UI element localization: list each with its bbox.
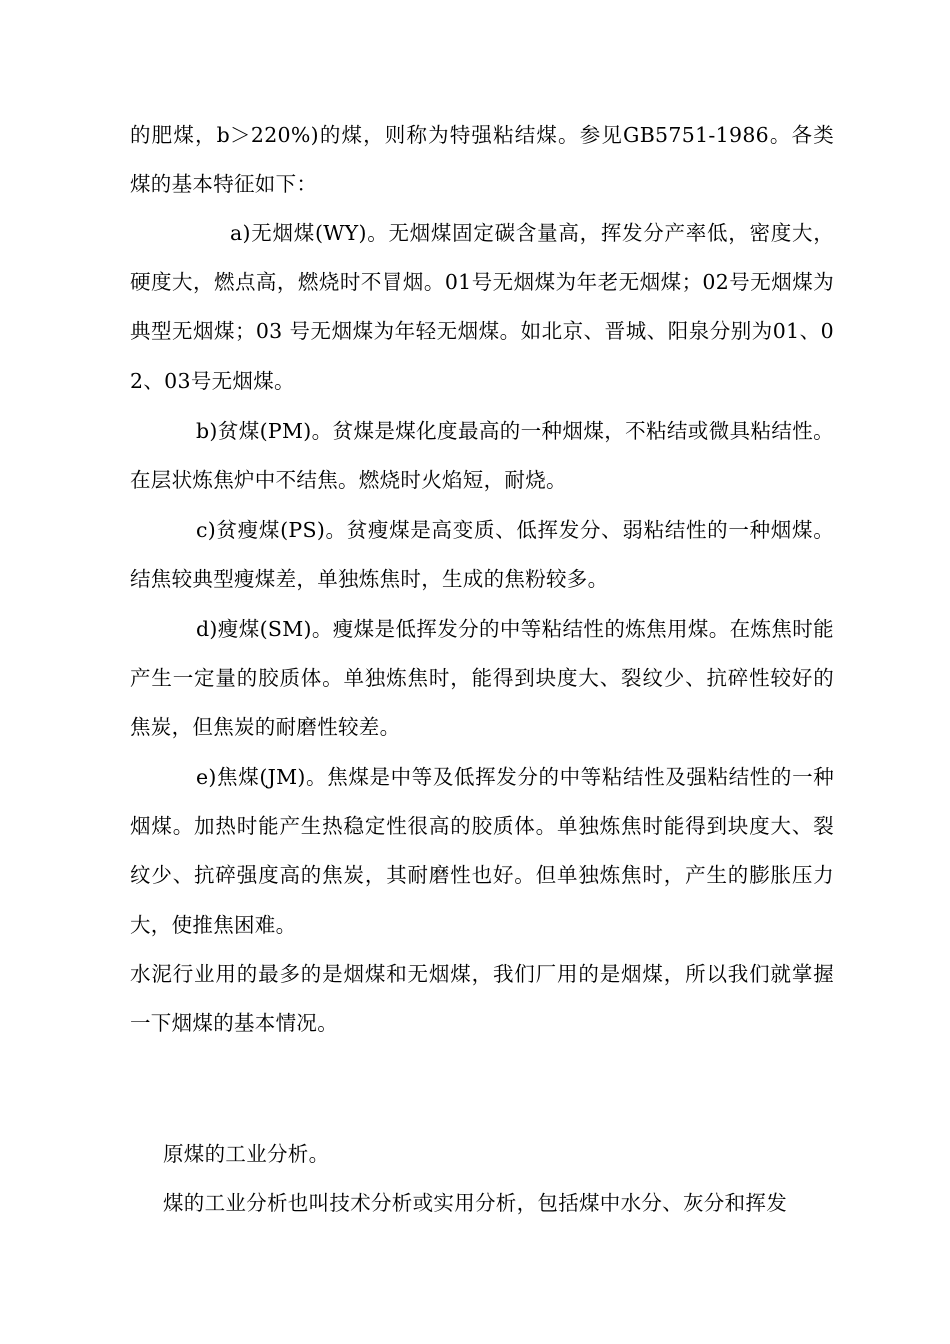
intro-paragraph: 的肥煤，b＞220%)的煤，则称为特强粘结煤。参见GB5751-1986。各类煤的基本特征如下： (130, 123, 834, 197)
analysis-paragraph: 煤的工业分析也叫技术分析或实用分析，包括煤中水分、灰分和挥发 (163, 1191, 787, 1215)
coking-coal-paragraph: e)焦煤(JM)。焦煤是中等及低挥发分的中等粘结性及强粘结性的一种烟煤。加热时能产生热稳定性很高的胶质体。单独炼焦时能得到块度大、裂纹少、抗碎强度高的焦炭，其耐磨性也好。但单独炼焦时，产生的膨胀压力大，使推焦困难。 (130, 765, 834, 937)
section-heading: 原煤的工业分析。 (163, 1142, 330, 1166)
lean-meager-coal-paragraph: c)贫瘦煤(PS)。贫瘦煤是高变质、低挥发分、弱粘结性的一种烟煤。结焦较典型瘦煤差，单独炼焦时，生成的焦粉较多。 (130, 518, 834, 592)
anthracite-paragraph: a)无烟煤(WY)。无烟煤固定碳含量高，挥发分产率低，密度大，硬度大，燃点高，燃烧时不冒烟。01号无烟煤为年老无烟煤；02号无烟煤为典型无烟煤；03 号无烟煤为年轻无烟煤。如北京、晋城、阳泉分别为01、02、03号无烟煤。 (130, 221, 834, 393)
meager-coal-paragraph: d)瘦煤(SM)。瘦煤是低挥发分的中等粘结性的炼焦用煤。在炼焦时能产生一定量的胶质体。单独炼焦时，能得到块度大、裂纹少、抗碎性较好的焦炭，但焦炭的耐磨性较差。 (130, 617, 834, 740)
lean-coal-paragraph: b)贫煤(PM)。贫煤是煤化度最高的一种烟煤，不粘结或微具粘结性。在层状炼焦炉中不结焦。燃烧时火焰短，耐烧。 (130, 419, 834, 493)
summary-paragraph: 水泥行业用的最多的是烟煤和无烟煤，我们厂用的是烟煤，所以我们就掌握一下烟煤的基本情况。 (130, 962, 834, 1036)
